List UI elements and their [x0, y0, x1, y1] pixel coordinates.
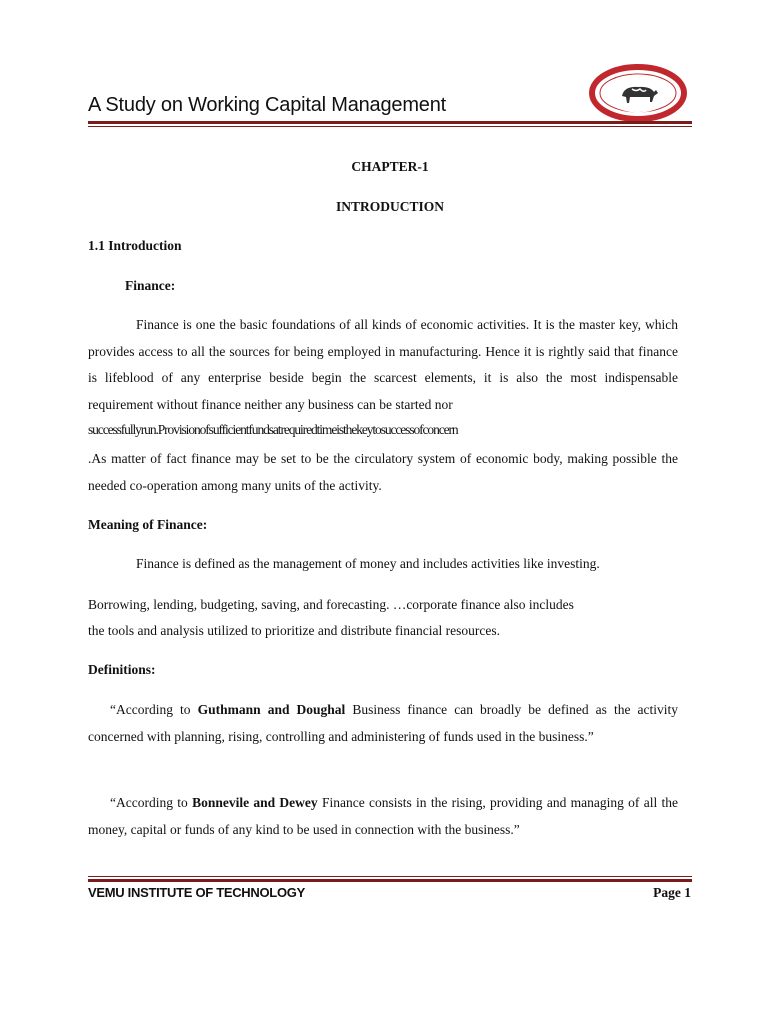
footer-page-number: Page 1	[653, 885, 691, 900]
footer-institute: VEMU INSTITUTE OF TECHNOLOGY	[88, 885, 305, 900]
finance-paragraph-compressed-line: successfullyrun.Provisionofsufficientfundsatrequiredtimeisthekeytosuccessofconcern	[88, 422, 458, 437]
south-milk-logo	[584, 62, 692, 122]
definition-2-text: Finance consists in the rising, providing and managing of all the money, capital or funds of any kind to be used in connection with the business.”	[88, 795, 678, 837]
definition-2-prefix: “According to	[110, 795, 193, 810]
header-rule-thick	[88, 121, 692, 124]
definition-2	[88, 790, 678, 843]
footer-rule-thin	[88, 876, 692, 877]
document-header-title: A Study on Working Capital Management	[88, 94, 446, 116]
finance-paragraph-continued-text: .As matter of fact finance may be set to be the circulatory system of economic body, making possible the needed co-operation among many units of the activity.	[88, 451, 678, 493]
chapter-heading: CHAPTER-1	[351, 159, 429, 174]
definition-1-text: Business finance can broadly be defined as the activity concerned with planning, rising, controlling and administering of funds used in the business.”	[88, 702, 678, 744]
section-heading: INTRODUCTION	[335, 199, 444, 214]
definition-1-prefix: “According to	[110, 702, 198, 717]
definitions-heading: Definitions:	[88, 662, 156, 677]
definition-1	[88, 697, 678, 750]
finance-paragraph-continued	[88, 446, 678, 499]
header-rule-thin	[88, 126, 692, 127]
finance-heading: Finance:	[125, 278, 176, 293]
meaning-line-3: the tools and analysis utilized to prioritize and distribute financial resources.	[88, 623, 501, 638]
finance-paragraph-text: Finance is one the basic foundations of all kinds of economic activities. It is the master key, which provides access to all the sources for being employed in manufacturing. Hence it is rightly said that finance is lifeblood of any enterprise beside begin the scarcest elements, it is also the most indispensable requirement without finance neither any business can be started nor	[88, 317, 678, 412]
footer-rule-thick	[88, 879, 692, 882]
meaning-line-2: Borrowing, lending, budgeting, saving, and forecasting. …corporate finance also includes	[88, 597, 574, 612]
definition-2-authors: Bonnevile and Dewey	[192, 795, 318, 810]
meaning-line-1: Finance is defined as the management of money and includes activities like investing.	[136, 556, 600, 571]
subsection-heading: 1.1 Introduction	[88, 238, 182, 253]
meaning-heading: Meaning of Finance:	[88, 517, 208, 532]
finance-paragraph	[88, 312, 678, 418]
definition-1-authors: Guthmann and Doughal	[197, 702, 346, 717]
